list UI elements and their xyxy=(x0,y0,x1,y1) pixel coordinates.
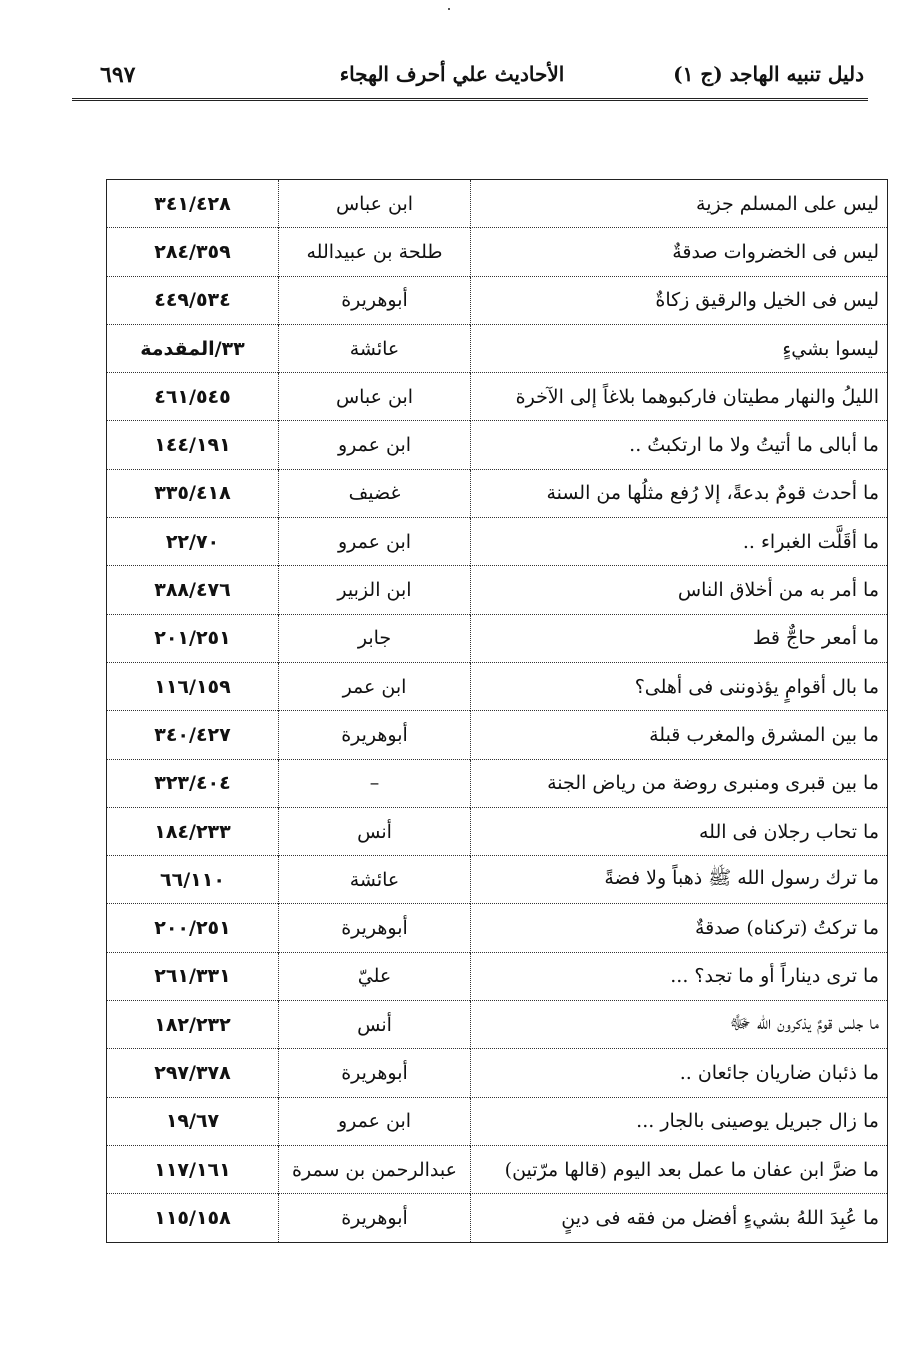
narrator-name: طلحة بن عبيدالله xyxy=(279,228,471,276)
table-row xyxy=(107,421,888,469)
hadith-text: ما زال جبريل يوصينى بالجار ... xyxy=(471,1097,888,1145)
reference-number: ٢٢/٧٠ xyxy=(107,518,279,566)
narrator-name: ابن عباس xyxy=(279,373,471,421)
reference-number: ١٨٢/٢٣٢ xyxy=(107,1001,279,1049)
hadith-text: ما بين المشرق والمغرب قبلة xyxy=(471,711,888,759)
hadith-text: ما جلس قومٌ يذكرون الله ﷻ xyxy=(471,1001,888,1049)
table-row xyxy=(107,518,888,566)
reference-number: ٣٨٨/٤٧٦ xyxy=(107,566,279,614)
table-row xyxy=(107,228,888,276)
hadith-text: ما تركتُ (تركناه) صدقةٌ xyxy=(471,904,888,952)
table-row xyxy=(107,180,888,228)
narrator-name: عائشة xyxy=(279,324,471,372)
table-row xyxy=(107,614,888,662)
reference-number: ٤٦١/٥٤٥ xyxy=(107,373,279,421)
narrator-name: ابن الزبير xyxy=(279,566,471,614)
hadith-text: ما عُبِدَ اللهُ بشيءٍ أفضل من فقه فى دينٍ xyxy=(471,1194,888,1242)
table-row xyxy=(107,469,888,517)
hadith-text: ما ضرَّ ابن عفان ما عمل بعد اليوم (قالها مرّتين) xyxy=(471,1145,888,1193)
section-title: الأحاديث علي أحرف الهجاء xyxy=(339,62,565,86)
reference-number: ٦٦/١١٠ xyxy=(107,856,279,904)
hadith-text: الليلُ والنهار مطيتان فاركبوهما بلاغاً إلى الآخرة xyxy=(471,373,888,421)
hadith-text: ليس فى الخيل والرقيق زكاةٌ xyxy=(471,276,888,324)
reference-number: ١٨٤/٢٣٣ xyxy=(107,807,279,855)
table-row xyxy=(107,276,888,324)
narrator-name: ابن عمرو xyxy=(279,421,471,469)
table-body xyxy=(107,180,888,1243)
reference-number: ٢٨٤/٣٥٩ xyxy=(107,228,279,276)
table-row xyxy=(107,1145,888,1193)
reference-number: ٣٣/المقدمة xyxy=(107,324,279,372)
narrator-name: ابن عمرو xyxy=(279,1097,471,1145)
table-row xyxy=(107,759,888,807)
hadith-text: ما تحاب رجلان فى الله xyxy=(471,807,888,855)
table-row xyxy=(107,373,888,421)
reference-number: ١٩/٦٧ xyxy=(107,1097,279,1145)
hadith-text: ليسوا بشيءٍ xyxy=(471,324,888,372)
narrator-name: ابن عمرو xyxy=(279,518,471,566)
hadith-text: ما ترك رسول الله ﷺ ذهباً ولا فضةً xyxy=(471,856,888,904)
hadith-text: ما ترى ديناراً أو ما تجد؟ ... xyxy=(471,952,888,1000)
table-row xyxy=(107,566,888,614)
hadith-text: ما أبالى ما أتيتُ ولا ما ارتكبتُ .. xyxy=(471,421,888,469)
table-row xyxy=(107,662,888,710)
page-number: ٦٩٧ xyxy=(100,62,136,88)
reference-number: ١٤٤/١٩١ xyxy=(107,421,279,469)
narrator-name: أبوهريرة xyxy=(279,1049,471,1097)
narrator-name: أبوهريرة xyxy=(279,711,471,759)
reference-number: ٢٠٠/٢٥١ xyxy=(107,904,279,952)
narrator-name: أبوهريرة xyxy=(279,904,471,952)
reference-number: ١١٧/١٦١ xyxy=(107,1145,279,1193)
reference-number: ٢٦١/٣٣١ xyxy=(107,952,279,1000)
reference-number: ١١٦/١٥٩ xyxy=(107,662,279,710)
narrator-name: عبدالرحمن بن سمرة xyxy=(279,1145,471,1193)
table-row xyxy=(107,856,888,904)
narrator-name: ابن عمر xyxy=(279,662,471,710)
narrator-name: عليّ xyxy=(279,952,471,1000)
table-row xyxy=(107,1001,888,1049)
reference-number: ٣٤١/٤٢٨ xyxy=(107,180,279,228)
hadith-index-table xyxy=(106,179,888,1243)
hadith-text: ما ذئبان ضاريان جائعان .. xyxy=(471,1049,888,1097)
narrator-name: ابن عباس xyxy=(279,180,471,228)
reference-number: ٣٢٣/٤٠٤ xyxy=(107,759,279,807)
hadith-text: ما بين قبرى ومنبرى روضة من رياض الجنة xyxy=(471,759,888,807)
table-row xyxy=(107,1049,888,1097)
hadith-text: ما أحدث قومٌ بدعةً، إلا رُفع مثلُها من السنة xyxy=(471,469,888,517)
narrator-name: عائشة xyxy=(279,856,471,904)
reference-number: ٣٤٠/٤٢٧ xyxy=(107,711,279,759)
table-row xyxy=(107,807,888,855)
hadith-text: ليس على المسلم جزية xyxy=(471,180,888,228)
table-row xyxy=(107,1097,888,1145)
narrator-name: جابر xyxy=(279,614,471,662)
reference-number: ٣٣٥/٤١٨ xyxy=(107,469,279,517)
book-title: دليل تنبيه الهاجد (ج ١) xyxy=(673,62,864,86)
page-header xyxy=(72,58,868,101)
narrator-name: أنس xyxy=(279,807,471,855)
narrator-name: أبوهريرة xyxy=(279,1194,471,1242)
narrator-name: – xyxy=(279,759,471,807)
hadith-text: ما بال أقوامٍ يؤذوننى فى أهلى؟ xyxy=(471,662,888,710)
narrator-name: أنس xyxy=(279,1001,471,1049)
reference-number: ٢٩٧/٣٧٨ xyxy=(107,1049,279,1097)
hadith-text: ما أقَلَّت الغبراء .. xyxy=(471,518,888,566)
narrator-name: غضيف xyxy=(279,469,471,517)
table-row xyxy=(107,904,888,952)
narrator-name: أبوهريرة xyxy=(279,276,471,324)
hadith-text: ما أمعر حاجٌّ قط xyxy=(471,614,888,662)
hadith-text: ما أمر به من أخلاق الناس xyxy=(471,566,888,614)
reference-number: ٤٤٩/٥٣٤ xyxy=(107,276,279,324)
table-row xyxy=(107,1194,888,1242)
reference-number: ٢٠١/٢٥١ xyxy=(107,614,279,662)
scan-speck xyxy=(448,8,450,10)
table-row xyxy=(107,324,888,372)
table-row xyxy=(107,711,888,759)
hadith-text: ليس فى الخضروات صدقةٌ xyxy=(471,228,888,276)
reference-number: ١١٥/١٥٨ xyxy=(107,1194,279,1242)
table-row xyxy=(107,952,888,1000)
